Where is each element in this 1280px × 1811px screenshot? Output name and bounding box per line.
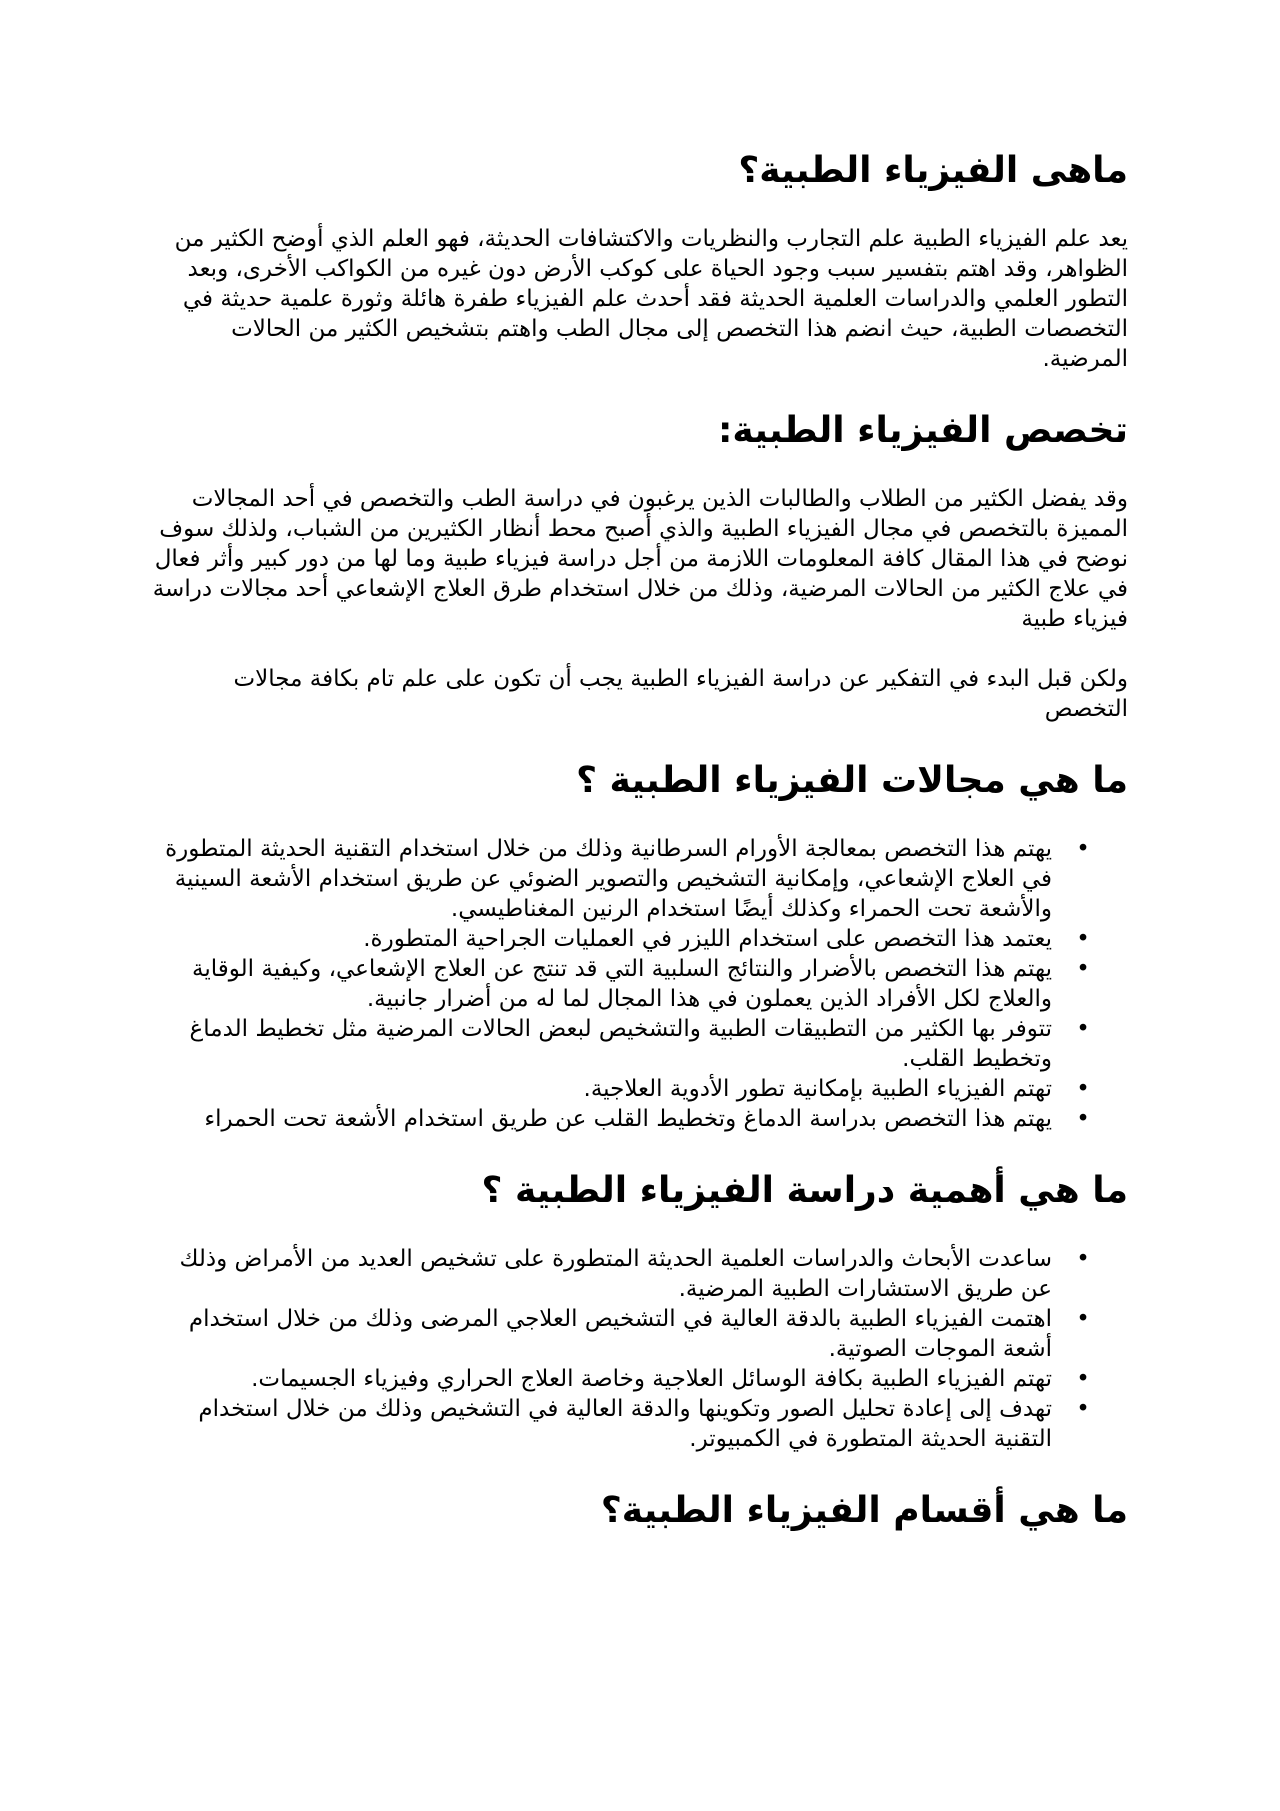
bullet-icon: • [1076, 836, 1090, 862]
bullet-icon: • [1076, 1106, 1090, 1132]
section-heading-specialization: تخصص الفيزياء الطبية: [718, 410, 1128, 451]
section-heading-fields: ما هي مجالات الفيزياء الطبية ؟ [576, 760, 1128, 801]
importance-bullet-list [150, 1244, 1128, 1454]
list-item [150, 1304, 1128, 1364]
list-item-text: ساعدت الأبحاث والدراسات العلمية الحديثة المتطورة على تشخيص العديد من الأمراض وذلك عن طريق الاستشارات الطبية المرضية. [179, 1246, 1052, 1302]
list-item-text: اهتمت الفيزياء الطبية بالدقة العالية في التشخيص العلاجي المرضى وذلك من خلال استخدام أشعة الموجات الصوتية. [188, 1306, 1052, 1362]
list-item [150, 1104, 1128, 1134]
list-item [150, 834, 1128, 924]
list-item-text: يعتمد هذا التخصص على استخدام الليزر في العمليات الجراحية المتطورة. [363, 926, 1052, 952]
list-item-text: تتوفر بها الكثير من التطبيقات الطبية والتشخيص لبعض الحالات المرضية مثل تخطيط الدماغ وتخطيط القلب. [189, 1016, 1052, 1072]
section-heading-what-is-medical-physics: ماهى الفيزياء الطبية؟ [738, 150, 1128, 191]
section-heading-importance: ما هي أهمية دراسة الفيزياء الطبية ؟ [481, 1170, 1128, 1211]
list-item [150, 1074, 1128, 1104]
bullet-icon: • [1076, 1366, 1090, 1392]
list-item-text: يهتم هذا التخصص بالأضرار والنتائج السلبية التي قد تنتج عن العلاج الإشعاعي، وكيفية الوقاية والعلاج لكل الأفراد الذين يعملون في هذا المجال لما له من أضرار جانبية. [192, 956, 1052, 1012]
bullet-icon: • [1076, 1076, 1090, 1102]
list-item-text: تهتم الفيزياء الطبية بكافة الوسائل العلاجية وخاصة العلاج الحراري وفيزياء الجسيمات. [251, 1366, 1052, 1392]
bullet-icon: • [1076, 956, 1090, 982]
list-item [150, 1364, 1128, 1394]
list-item-text: يهتم هذا التخصص بدراسة الدماغ وتخطيط القلب عن طريق استخدام الأشعة تحت الحمراء [204, 1106, 1052, 1132]
paragraph-before-studying: ولكن قبل البدء في التفكير عن دراسة الفيزياء الطبية يجب أن تكون على علم تام بكافة مجالات التخصص [233, 666, 1128, 722]
list-item-text: يهتم هذا التخصص بمعالجة الأورام السرطانية وذلك من خلال استخدام التقنية الحديثة المتطورة في العلاج الإشعاعي، وإمكانية التشخيص والتصوير الضوئي عن طريق استخدام الأشعة السينية والأشعة تحت الحمراء وكذلك أيضًا استخدام الرنين المغناطيسي. [165, 836, 1052, 922]
list-item-text: تهتم الفيزياء الطبية بإمكانية تطور الأدوية العلاجية. [583, 1076, 1052, 1102]
bullet-icon: • [1076, 1246, 1090, 1272]
paragraph-definition: يعد علم الفيزياء الطبية علم التجارب والنظريات والاكتشافات الحديثة، فهو العلم الذي أوضح الكثير من الظواهر، وقد اهتم بتفسير سبب وجود الحياة على كوكب الأرض دون غيره من الكواكب الأخرى، وبعد التطور العلمي والدراسات العلمية الحديثة فقد أحدث علم الفيزياء طفرة هائلة وثورة علمية حديثة في التخصصات الطبية، حيث انضم هذا التخصص إلى مجال الطب واهتم بتشخيص الكثير من الحالات المرضية. [174, 226, 1128, 372]
list-item [150, 1394, 1128, 1454]
list-item [150, 1244, 1128, 1304]
list-item [150, 954, 1128, 1014]
bullet-icon: • [1076, 1016, 1090, 1042]
fields-bullet-list [150, 834, 1128, 1134]
paragraph-specialization: وقد يفضل الكثير من الطلاب والطالبات الذين يرغبون في دراسة الطب والتخصص في أحد المجالات المميزة بالتخصص في مجال الفيزياء الطبية والذي أصبح محط أنظار الكثيرين من الشباب، ولذلك سوف نوضح في هذا المقال كافة المعلومات اللازمة من أجل دراسة فيزياء طبية وما لها من دور كبير وأثر فعال في علاج الكثير من الحالات المرضية، وذلك من خلال استخدام طرق العلاج الإشعاعي أحد مجالات دراسة فيزياء طبية [152, 486, 1128, 632]
list-item [150, 924, 1128, 954]
bullet-icon: • [1076, 926, 1090, 952]
bullet-icon: • [1076, 1306, 1090, 1332]
section-heading-divisions: ما هي أقسام الفيزياء الطبية؟ [600, 1490, 1128, 1531]
list-item-text: تهدف إلى إعادة تحليل الصور وتكوينها والدقة العالية في التشخيص وذلك من خلال استخدام التقنية الحديثة المتطورة في الكمبيوتر. [198, 1396, 1052, 1452]
list-item [150, 1014, 1128, 1074]
document-body [150, 148, 1128, 1534]
bullet-icon: • [1076, 1396, 1090, 1422]
